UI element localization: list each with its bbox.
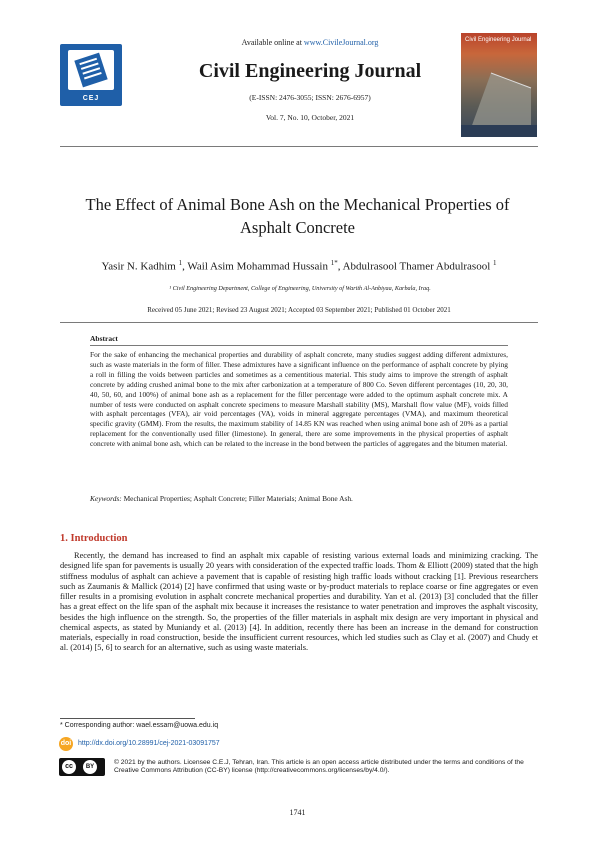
by-icon: BY (83, 760, 97, 774)
publication-dates: Received 05 June 2021; Revised 23 August 2021; Accepted 03 September 2021; Published 01 October 2021 (147, 306, 451, 314)
available-online: Available online at www.CivileJournal.org (241, 38, 379, 47)
page-number: 1741 (289, 808, 306, 817)
header-divider (60, 146, 538, 147)
journal-title: Civil Engineering Journal (198, 60, 422, 82)
volume-info: Vol. 7, No. 10, October, 2021 (265, 113, 355, 122)
journal-logo (60, 44, 122, 106)
doi-link[interactable]: http://dx.doi.org/10.28991/cej-2021-03091757 (78, 740, 220, 747)
keywords: Keywords: Mechanical Properties; Asphalt Concrete; Filler Materials; Animal Bone Ash. (90, 494, 353, 503)
footnote-divider (60, 718, 195, 719)
cover-title: Civil Engineering Journal (465, 37, 532, 43)
logo-emblem (68, 50, 114, 90)
logo-text: CEJ (82, 95, 100, 102)
journal-url-link[interactable]: www.CivileJournal.org (303, 38, 379, 47)
abstract-divider (90, 345, 508, 346)
book-icon (68, 50, 114, 90)
author-name: Yasir N. Kadhim (101, 260, 176, 273)
abstract-text: For the sake of enhancing the mechanical properties and durability of asphalt concrete, many studies suggest adding different admixtures, such as waste materials in the form of filler. These admixtures have a significant influence on the performance of asphalt concrete by plying a roll in filling the voids between particles and sometimes as a cementitious material. This study aims to improve the strength of asphalt concrete by adding crushed animal bone to the mix after carbonization at a temperature of 800 Co. Seven different percentages (10, 20, 30, 40, 50, 60, and 100%) of animal bone ash as a replacement for the filler percentage were added to the optimum asphalt concrete mix. A number of tests were conducted on asphalt concrete specimens to measure Marshall stability (MS), Marshall flow value (MF), voids filled with asphalt percentages (VFA), air void percentages (VA), voids in mineral aggregate percentages (VMA), and maximum theoretical specific gravity (GMM). From the results, the maximum stability of 14.85 KN was reached when using animal bone ash of 20% as a partial replacement for the conventionally used filler (limestone). In general, there are some improvements in the physical properties of asphalt concrete with animal bone ash, which can be related to the increase in the bond between the particles of aggregates and the bitumen material. (90, 350, 508, 449)
dam-image-icon (461, 33, 537, 137)
dates-divider (60, 322, 538, 323)
affiliation: ¹ Civil Engineering Department, College of Engineering, University of Warith Al-Anbiyaa, Karbala, Iraq. (169, 285, 431, 292)
cc-by-badge (59, 758, 105, 776)
license-text: © 2021 by the authors. Licensee C.E.J, Tehran, Iran. This article is an open access article distributed under the terms and conditions of the Creative Commons Attribution (CC-BY) license (http://creativecommons.org/licenses/by/4.0/). (114, 759, 524, 775)
doi-icon: doi (59, 737, 73, 751)
author-list: Yasir N. Kadhim $^1$, Wail Asim Mohammad Hussain $^{1*}$, Abdulrasool Thamer Abdulrasool $^1$ (101, 259, 497, 273)
section-heading: 1. Introduction (60, 533, 128, 544)
cc-icon: cc (62, 760, 76, 774)
intro-paragraph: Recently, the demand has increased to find an asphalt mix capable of resisting various external loads and minimizing cracking. The designed life span for pavements is usually 20 years with consideration of the expected traffic loads. Thom & Elliott (2009) stated that the high stiffness modulus of asphalt can achieve a pavement that is capable of resisting high traffic loads without cracking [1]. Previous researchers such as Zaumanis & Mallick (2014) [2] have confirmed that using waste or by-product materials to replace coarse or fine aggregates or even filler results in a promising evolution in asphalt concrete mechanical properties and durability. Yan et al. (2013) [3] concluded that the filler has a great effect on the life span of the asphalt mix because it increases the resistance to water penetration and improves the asphalt viscosity, besides the high influence on the strength. So, the properties of the filler materials in asphalt mix design are very important in physical and chemical aspects, as stated by Muniandy et al. (2013) [4]. In addition, recently there has been an increase in the demand for construction materials, especially in road construction, beside the insufficient current resources, which led studies such as Clay et al. (2007) and Chudy et al. (2014) [5, 6] to search for an alternative, such as using waste materials. (60, 551, 538, 653)
abstract-heading: Abstract (90, 334, 118, 343)
article-title: The Effect of Animal Bone Ash on the Mechanical Properties of Asphalt Concrete (85, 195, 510, 237)
issn: (E-ISSN: 2476-3055; ISSN: 2676-6957) (249, 93, 371, 102)
author-name: Abdulrasool Thamer Abdulrasool (342, 260, 491, 273)
author-name: Wail Asim Mohammad Hussain (187, 260, 328, 273)
corresponding-author: * Corresponding author: wael.essam@uowa.edu.iq (60, 722, 219, 729)
journal-cover-image (461, 33, 537, 137)
